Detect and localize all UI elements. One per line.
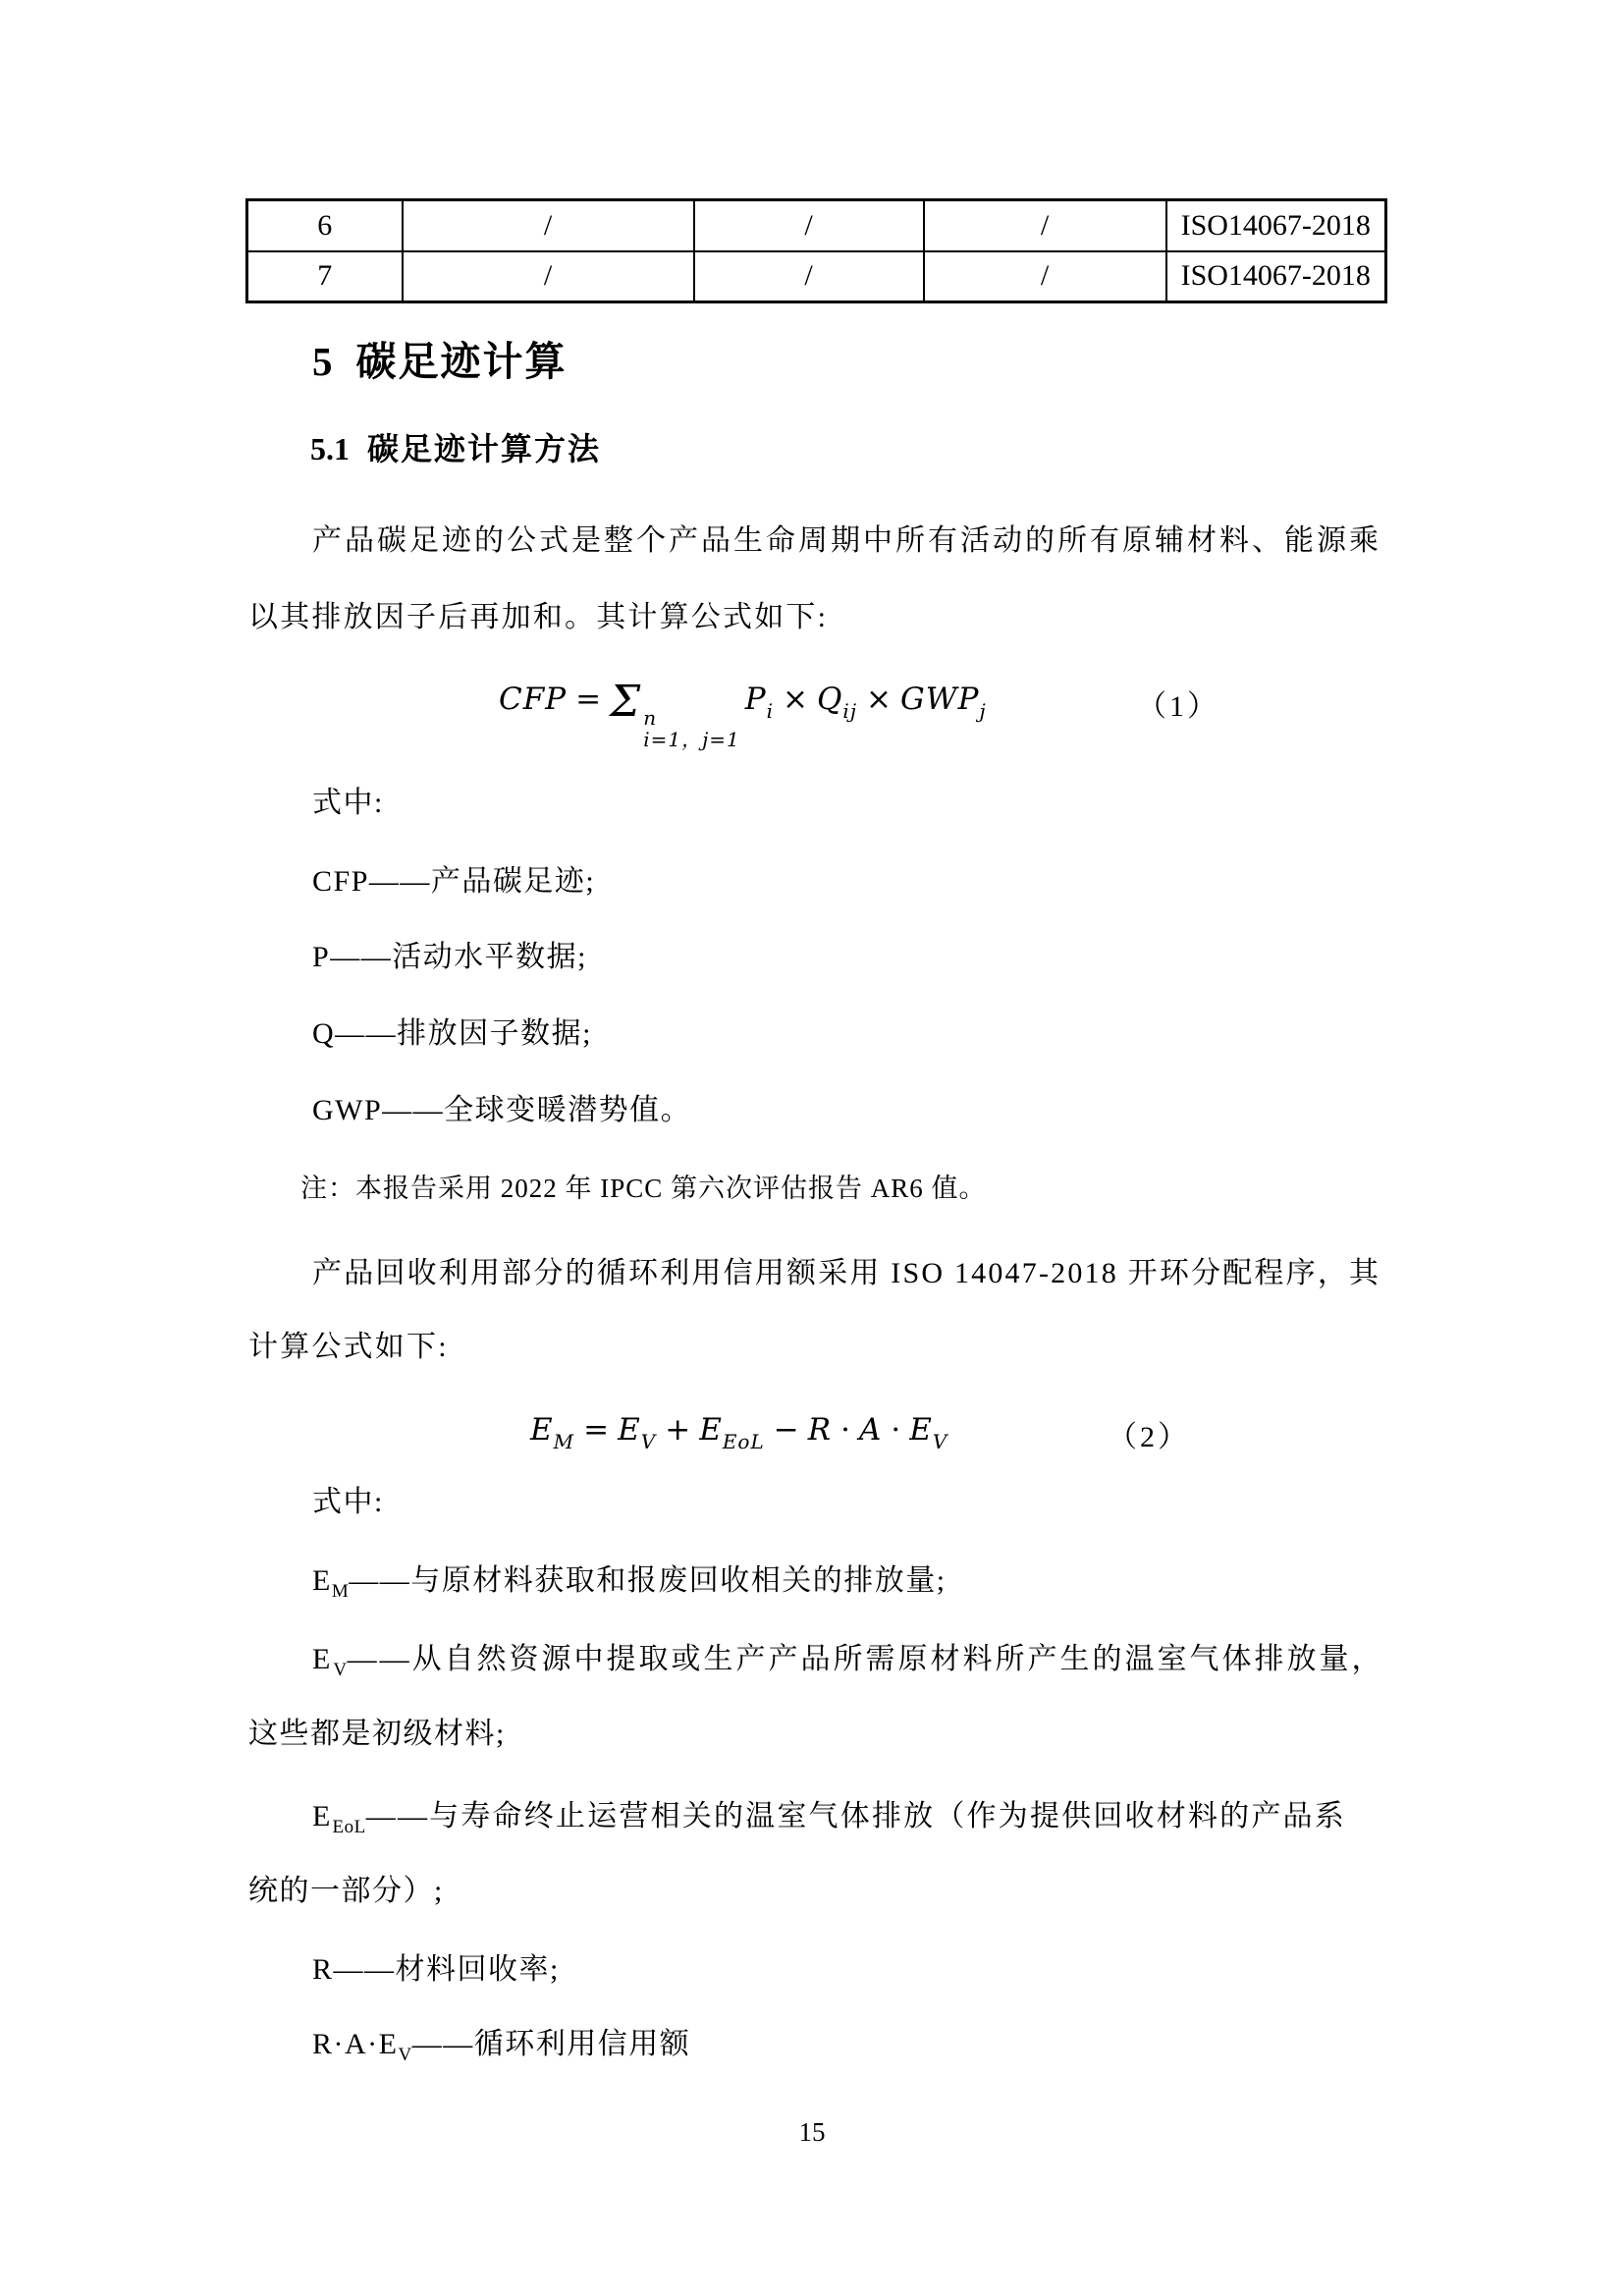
paragraph-line: 计算公式如下: bbox=[248, 1331, 449, 1363]
defs-intro: 式中: bbox=[312, 787, 384, 819]
table-cell: / bbox=[403, 251, 694, 302]
note-line: 注：本报告采用 2022 年 IPCC 第六次评估报告 AR6 值。 bbox=[300, 1174, 987, 1203]
table-cell: / bbox=[694, 251, 924, 302]
subsection-number: 5.1 bbox=[310, 431, 350, 466]
subscript: V bbox=[640, 1430, 657, 1453]
definition-continuation: 统的一部分）; bbox=[248, 1875, 444, 1907]
formula-term: E bbox=[618, 1412, 641, 1448]
table-cell: ISO14067-2018 bbox=[1166, 251, 1386, 302]
subscript: EoL bbox=[332, 1817, 366, 1837]
formula-term: Q bbox=[817, 682, 843, 717]
subscript: i bbox=[766, 699, 775, 723]
formula-2-number: （2） bbox=[1108, 1421, 1190, 1453]
paragraph-line: 产品碳足迹的公式是整个产品生命周期中所有活动的所有原辅材料、能源乘 bbox=[312, 524, 1381, 557]
formula-1 bbox=[248, 672, 1387, 754]
formula-term: E bbox=[699, 1412, 723, 1448]
definition-line: CFP——产品碳足迹; bbox=[312, 865, 596, 898]
paragraph-line: 以其排放因子后再加和。其计算公式如下: bbox=[248, 601, 829, 633]
subscript: M bbox=[331, 1581, 350, 1602]
dot-operator: · bbox=[840, 1412, 850, 1448]
standards-table bbox=[245, 198, 1387, 303]
definition-line: Q——排放因子数据; bbox=[312, 1017, 593, 1050]
formula-1-number: （1） bbox=[1137, 690, 1219, 723]
section-heading bbox=[312, 340, 568, 384]
table-cell: 7 bbox=[247, 251, 403, 302]
table-cell: / bbox=[694, 200, 924, 251]
definition-line: $E_V——$从自然资源中提取或生产产品所需原材料所产生的温室气体排放量， bbox=[312, 1643, 1384, 1680]
formula-term: CFP bbox=[499, 682, 568, 717]
page-number: 15 bbox=[798, 2117, 826, 2147]
dot-operator: · bbox=[891, 1412, 901, 1448]
formula-term: GWP bbox=[900, 682, 980, 717]
defs-intro: 式中: bbox=[312, 1486, 384, 1518]
section-title: 碳足迹计算 bbox=[355, 339, 568, 384]
subscript: V bbox=[398, 2045, 412, 2065]
definition-line: P——活动水平数据; bbox=[312, 941, 588, 973]
formula-term: P bbox=[744, 682, 767, 717]
table-cell: / bbox=[924, 251, 1166, 302]
formula-term: E bbox=[530, 1412, 554, 1448]
table-cell: / bbox=[403, 200, 694, 251]
section-number: 5 bbox=[312, 339, 333, 384]
formula-2 bbox=[248, 1402, 1387, 1485]
table-cell: ISO14067-2018 bbox=[1166, 200, 1386, 251]
table-cell: 6 bbox=[247, 200, 403, 251]
minus-sign: − bbox=[773, 1412, 799, 1448]
formula-term: A bbox=[858, 1412, 883, 1448]
subscript: ij bbox=[842, 699, 858, 723]
plus-sign: + bbox=[665, 1412, 691, 1448]
multiply-sign: × bbox=[783, 682, 808, 717]
equals-sign: = bbox=[575, 682, 602, 717]
subscript: j bbox=[979, 699, 987, 723]
definition-continuation: 这些都是初级材料; bbox=[248, 1718, 506, 1750]
table-row bbox=[247, 251, 1386, 302]
formula-2-expression bbox=[530, 1410, 947, 1461]
sigma-limits bbox=[643, 707, 740, 750]
sigma-upper-limit: n bbox=[643, 706, 658, 730]
definition-line: GWP——全球变暖潜势值。 bbox=[312, 1094, 692, 1126]
definition-line: $R\cdot A\cdot E_V——$循环利用信用额 bbox=[312, 2028, 691, 2065]
definition-line: $E_{EoL}——$与寿命终止运营相关的温室气体排放（作为提供回收材料的产品系 bbox=[312, 1800, 1346, 1837]
table-cell: / bbox=[924, 200, 1166, 251]
paragraph-line: 产品回收利用部分的循环利用信用额采用 ISO 14047-2018 开环分配程序，其 bbox=[312, 1257, 1381, 1289]
subsection-heading bbox=[310, 432, 601, 466]
equals-sign: = bbox=[583, 1412, 610, 1448]
subscript: V bbox=[932, 1430, 948, 1453]
table-row bbox=[247, 200, 1386, 251]
subsection-title: 碳足迹计算方法 bbox=[367, 431, 602, 466]
multiply-sign: × bbox=[866, 682, 893, 717]
formula-1-expression bbox=[499, 677, 987, 751]
definition-line: $E_M——$与原材料获取和报废回收相关的排放量; bbox=[312, 1564, 947, 1602]
definition-line: R——材料回收率; bbox=[312, 1953, 560, 1986]
subscript: EoL bbox=[722, 1430, 765, 1453]
sigma-symbol: Σ bbox=[610, 677, 641, 727]
formula-term: E bbox=[909, 1412, 933, 1448]
formula-term: R bbox=[807, 1412, 833, 1448]
subscript: M bbox=[553, 1430, 575, 1453]
subscript: V bbox=[333, 1660, 348, 1680]
sigma-lower-limit: i=1，j=1 bbox=[643, 728, 740, 751]
